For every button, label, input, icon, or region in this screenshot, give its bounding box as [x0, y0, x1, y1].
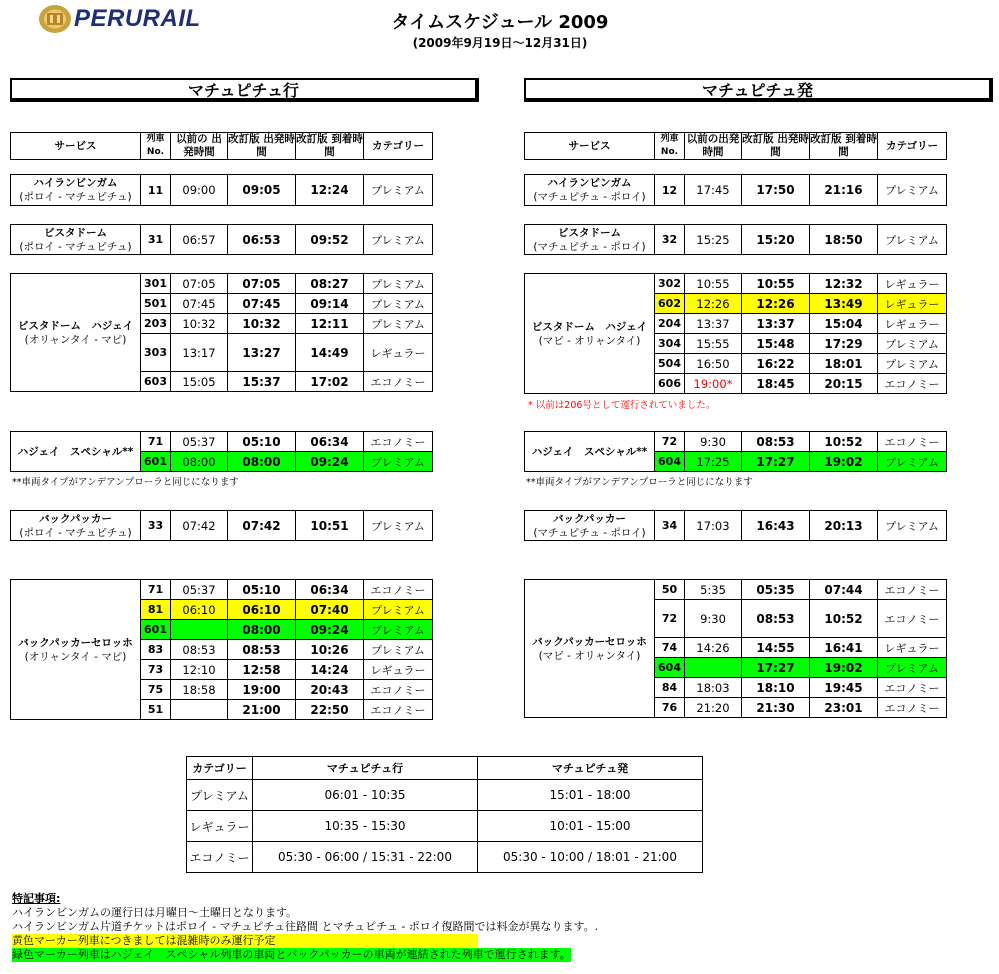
train-number: 303: [141, 334, 171, 372]
special-notes: [12, 892, 598, 962]
service-route: (ポロイ - マチュピチュ): [19, 526, 132, 539]
revised-arrival: 08:27: [296, 274, 364, 294]
revised-departure: 17:50: [742, 175, 810, 206]
category-cell: 15:01 - 18:00: [478, 780, 703, 811]
revised-arrival: 21:16: [810, 175, 878, 206]
category-header: カテゴリー: [187, 757, 253, 780]
service-name: ハイランビンガム: [33, 177, 118, 189]
schedule-row: [11, 580, 433, 600]
revised-arrival: 10:51: [296, 511, 364, 541]
category: プレミアム: [364, 640, 433, 660]
service-route: (ポロイ - マチュピチュ): [19, 240, 132, 253]
revised-arrival: 19:02: [810, 452, 878, 472]
category: レギュラー: [878, 294, 947, 314]
previous-time: 5:35: [685, 580, 742, 600]
schedule-row: [525, 274, 947, 294]
category: レギュラー: [878, 638, 947, 658]
service-name: ビスタドーム: [558, 226, 621, 239]
revised-arrival: 22:50: [296, 700, 364, 720]
revised-departure: 18:10: [742, 678, 810, 698]
category: エコノミー: [364, 680, 433, 700]
column-header-train: 列車No.: [655, 133, 685, 160]
service-route: (オリャンタイ - マピ): [24, 650, 127, 663]
revised-arrival: 06:34: [296, 432, 364, 452]
page-subtitle: (2009年9月19日～12月31日): [412, 36, 588, 50]
category: エコノミー: [878, 678, 947, 698]
train-number: 73: [141, 660, 171, 680]
note-line-green: 緑色マーカー列車はハジェイ スペシャル列車の車両とバックパッカーの車両が連結された列車で運行されます。: [12, 948, 571, 961]
category: エコノミー: [878, 374, 947, 394]
previous-time: 12:26: [685, 294, 742, 314]
column-header-arr: 改訂版 到着時間: [810, 133, 877, 158]
schedule-row: [11, 175, 433, 206]
category: プレミアム: [364, 225, 433, 255]
category-row: [187, 780, 703, 811]
service-name: バックパッカーセロッホ: [532, 635, 647, 648]
column-header-dep: 改訂版 出発時間: [742, 133, 809, 158]
service-name: ビスタドーム ハジェイ: [17, 319, 134, 332]
service-route: (オリャンタイ - マピ): [24, 333, 127, 346]
left-special-note: **車両タイプがアンデアンプローラと同じになります: [12, 477, 239, 488]
train-number: 34: [655, 511, 685, 541]
train-number: 601: [141, 452, 171, 472]
revised-arrival: 09:14: [296, 294, 364, 314]
train-number: 83: [141, 640, 171, 660]
service-name-cell: [11, 432, 141, 472]
left-headers-table: [10, 132, 433, 160]
revised-arrival: 06:34: [296, 580, 364, 600]
column-header-cat: カテゴリー: [364, 133, 433, 160]
service-name-cell: [525, 432, 655, 472]
category: プレミアム: [878, 225, 947, 255]
revised-departure: 13:37: [742, 314, 810, 334]
column-header-cat: カテゴリー: [878, 133, 947, 160]
note-line-yellow: 黄色マーカー列車につきましては混雑時のみ運行予定: [12, 934, 478, 948]
revised-arrival: 15:04: [810, 314, 878, 334]
revised-arrival: 17:02: [296, 372, 364, 392]
category: プレミアム: [364, 175, 433, 206]
right-vd-hidden-table: [524, 273, 947, 394]
revised-departure: 13:27: [228, 334, 296, 372]
train-number: 604: [655, 658, 685, 678]
category-cell: 05:30 - 06:00 / 15:31 - 22:00: [253, 842, 478, 873]
right-section-heading: マチュピチュ発: [524, 78, 993, 102]
train-number: 12: [655, 175, 685, 206]
train-number: 71: [141, 432, 171, 452]
left-vistadome-table: [10, 224, 433, 255]
category-cell: 05:30 - 10:00 / 18:01 - 21:00: [478, 842, 703, 873]
category: プレミアム: [364, 511, 433, 541]
previous-time: 07:05: [171, 274, 228, 294]
service-route: (マピ - オリャンタイ): [538, 649, 641, 662]
category-header: マチュピチュ行: [253, 757, 478, 780]
previous-time: 18:03: [685, 678, 742, 698]
revised-arrival: 07:40: [296, 600, 364, 620]
previous-time: 12:10: [171, 660, 228, 680]
train-number: 72: [655, 600, 685, 638]
previous-time: 08:53: [171, 640, 228, 660]
previous-time: 17:03: [685, 511, 742, 541]
train-number: 84: [655, 678, 685, 698]
revised-arrival: 10:52: [810, 600, 878, 638]
previous-time: 9:30: [685, 600, 742, 638]
category: エコノミー: [878, 580, 947, 600]
column-header-service: サービス: [11, 133, 141, 160]
revised-departure: 12:58: [228, 660, 296, 680]
column-header-arr: 改訂版 到着時間: [296, 133, 363, 158]
revised-departure: 21:00: [228, 700, 296, 720]
revised-arrival: 09:24: [296, 620, 364, 640]
revised-arrival: 10:52: [810, 432, 878, 452]
category-row: [187, 811, 703, 842]
brand-name: PERURAIL: [74, 5, 201, 32]
revised-arrival: 20:13: [810, 511, 878, 541]
left-hiram-table: [10, 174, 433, 206]
service-name: ハジェイ スペシャル**: [17, 445, 134, 458]
previous-time: 21:20: [685, 698, 742, 718]
service-name: ハイランビンガム: [547, 177, 632, 189]
right-hiram-table: [524, 174, 947, 206]
schedule-row: [525, 225, 947, 255]
previous-time: 17:45: [685, 175, 742, 206]
revised-arrival: 14:49: [296, 334, 364, 372]
revised-departure: 09:05: [228, 175, 296, 206]
revised-departure: 05:10: [228, 432, 296, 452]
category: エコノミー: [364, 372, 433, 392]
right-backpacker-table: [524, 510, 947, 541]
service-route: (ポロイ - マチュピチュ): [19, 191, 132, 203]
category: プレミアム: [364, 294, 433, 314]
column-header-dep: 改訂版 出発時間: [228, 133, 295, 158]
train-number: 603: [141, 372, 171, 392]
train-number: 11: [141, 175, 171, 206]
schedule-row: [11, 274, 433, 294]
revised-departure: 21:30: [742, 698, 810, 718]
service-name-cell: [525, 175, 655, 206]
revised-departure: 08:53: [742, 432, 810, 452]
category: エコノミー: [364, 432, 433, 452]
category: エコノミー: [364, 580, 433, 600]
revised-departure: 18:45: [742, 374, 810, 394]
service-name: バックパッカー: [553, 512, 626, 525]
revised-departure: 08:53: [228, 640, 296, 660]
previous-time: 16:50: [685, 354, 742, 374]
revised-departure: 05:35: [742, 580, 810, 600]
train-number: 602: [655, 294, 685, 314]
schedule-row: [525, 580, 947, 600]
revised-departure: 17:27: [742, 452, 810, 472]
service-name-cell: [525, 274, 655, 394]
revised-departure: 10:55: [742, 274, 810, 294]
revised-departure: 07:05: [228, 274, 296, 294]
service-name: ビスタドーム ハジェイ: [531, 320, 648, 333]
left-bp-cellosho-table: [10, 579, 433, 720]
train-number: 81: [141, 600, 171, 620]
previous-time: 09:00: [171, 175, 228, 206]
category: プレミアム: [364, 314, 433, 334]
train-number: 74: [655, 638, 685, 658]
category-cell: レギュラー: [187, 811, 253, 842]
category: エコノミー: [878, 698, 947, 718]
category: エコノミー: [878, 432, 947, 452]
service-name: バックパッカー: [39, 512, 112, 525]
category: プレミアム: [364, 600, 433, 620]
service-name-cell: [525, 580, 655, 718]
category: プレミアム: [878, 334, 947, 354]
revised-arrival: 09:52: [296, 225, 364, 255]
revised-arrival: 17:29: [810, 334, 878, 354]
schedule-row: [11, 225, 433, 255]
previous-time: 13:37: [685, 314, 742, 334]
category: プレミアム: [878, 175, 947, 206]
schedule-row: [525, 511, 947, 541]
schedule-row: [525, 175, 947, 206]
previous-time: 07:45: [171, 294, 228, 314]
train-number: 304: [655, 334, 685, 354]
category-cell: 10:01 - 15:00: [478, 811, 703, 842]
service-name: バックパッカーセロッホ: [18, 636, 133, 649]
previous-time: 9:30: [685, 432, 742, 452]
revised-arrival: 18:50: [810, 225, 878, 255]
revised-arrival: 23:01: [810, 698, 878, 718]
schedule-row: [11, 511, 433, 541]
train-number: 204: [655, 314, 685, 334]
perurail-logo: [38, 4, 238, 34]
category: プレミアム: [364, 452, 433, 472]
left-special-table: [10, 431, 433, 472]
note-line: ハイランビンガム片道チケットはポロイ - マチュピチュ往路間 とマチュピチュ - ポロイ復路間では料金が異なります。.: [12, 920, 599, 933]
revised-departure: 12:26: [742, 294, 810, 314]
revised-departure: 05:10: [228, 580, 296, 600]
previous-time: 14:26: [685, 638, 742, 658]
revised-arrival: 18:01: [810, 354, 878, 374]
service-name-cell: [525, 511, 655, 541]
category: プレミアム: [878, 452, 947, 472]
previous-time: 15:25: [685, 225, 742, 255]
service-route: (マチュピチュ - ポロイ): [533, 240, 646, 253]
category-cell: エコノミー: [187, 842, 253, 873]
previous-time: 05:37: [171, 432, 228, 452]
previous-time: 18:58: [171, 680, 228, 700]
previous-time: 19:00*: [685, 374, 742, 394]
category: プレミアム: [364, 274, 433, 294]
previous-time: [171, 620, 228, 640]
revised-departure: 06:53: [228, 225, 296, 255]
category-table: [186, 756, 703, 873]
revised-arrival: 09:24: [296, 452, 364, 472]
train-number: 76: [655, 698, 685, 718]
previous-time: 06:10: [171, 600, 228, 620]
service-name-cell: [11, 175, 141, 206]
service-route: (マチュピチュ - ポロイ): [533, 191, 646, 203]
revised-arrival: 16:41: [810, 638, 878, 658]
category: レギュラー: [878, 274, 947, 294]
previous-time: 17:25: [685, 452, 742, 472]
category-row: [187, 842, 703, 873]
column-header-train: 列車No.: [141, 133, 171, 160]
column-header-prev: 以前の出発 時間: [685, 133, 742, 160]
right-headers-table: [524, 132, 947, 160]
train-number: 71: [141, 580, 171, 600]
previous-time: [171, 700, 228, 720]
previous-time: 06:57: [171, 225, 228, 255]
service-name-cell: [11, 274, 141, 392]
column-header-prev: 以前の 出発時間: [171, 133, 228, 160]
left-vd-hidden-table: [10, 273, 433, 392]
previous-time: 13:17: [171, 334, 228, 372]
train-number: 302: [655, 274, 685, 294]
revised-departure: 15:37: [228, 372, 296, 392]
service-name-cell: [525, 225, 655, 255]
previous-time: 15:55: [685, 334, 742, 354]
revised-arrival: 14:24: [296, 660, 364, 680]
revised-arrival: 19:45: [810, 678, 878, 698]
previous-time: 07:42: [171, 511, 228, 541]
category-header-row: [187, 757, 703, 780]
revised-departure: 14:55: [742, 638, 810, 658]
revised-departure: 08:53: [742, 600, 810, 638]
revised-arrival: 07:44: [810, 580, 878, 600]
revised-arrival: 12:24: [296, 175, 364, 206]
revised-arrival: 10:26: [296, 640, 364, 660]
category: プレミアム: [364, 620, 433, 640]
category-header: マチュピチュ発: [478, 757, 703, 780]
previous-time: 15:05: [171, 372, 228, 392]
category: プレミアム: [878, 354, 947, 374]
category: レギュラー: [364, 660, 433, 680]
category-cell: 10:35 - 15:30: [253, 811, 478, 842]
category: レギュラー: [364, 334, 433, 372]
revised-departure: 16:22: [742, 354, 810, 374]
revised-departure: 07:42: [228, 511, 296, 541]
previous-time: [685, 658, 742, 678]
revised-departure: 16:43: [742, 511, 810, 541]
train-number: 504: [655, 354, 685, 374]
revised-arrival: 20:43: [296, 680, 364, 700]
service-name: ビスタドーム: [44, 226, 107, 239]
revised-departure: 07:45: [228, 294, 296, 314]
right-special-table: [524, 431, 947, 472]
train-number: 31: [141, 225, 171, 255]
right-special-note: **車両タイプがアンデアンプローラと同じになります: [526, 477, 753, 488]
train-number: 72: [655, 432, 685, 452]
revised-arrival: 13:49: [810, 294, 878, 314]
service-route: (マピ - オリャンタイ): [538, 334, 641, 347]
train-number: 33: [141, 511, 171, 541]
category-cell: プレミアム: [187, 780, 253, 811]
revised-departure: 15:48: [742, 334, 810, 354]
left-section-heading: マチュピチュ行: [10, 78, 479, 102]
left-backpacker-table: [10, 510, 433, 541]
service-name: ハジェイ スペシャル**: [531, 445, 648, 458]
category: プレミアム: [878, 658, 947, 678]
service-name-cell: [11, 580, 141, 720]
previous-time: 05:37: [171, 580, 228, 600]
vd-note: * 以前は206号として運行されていました。: [528, 400, 716, 411]
note-line: ハイランビンガムの運行日は月曜日～土曜日となります。: [12, 906, 298, 919]
revised-departure: 15:20: [742, 225, 810, 255]
category: エコノミー: [364, 700, 433, 720]
train-number: 50: [655, 580, 685, 600]
train-number: 203: [141, 314, 171, 334]
revised-arrival: 12:11: [296, 314, 364, 334]
train-number: 51: [141, 700, 171, 720]
revised-departure: 08:00: [228, 452, 296, 472]
revised-arrival: 19:02: [810, 658, 878, 678]
revised-arrival: 20:15: [810, 374, 878, 394]
category: レギュラー: [878, 314, 947, 334]
schedule-row: [525, 432, 947, 452]
train-number: 606: [655, 374, 685, 394]
train-number: 75: [141, 680, 171, 700]
revised-departure: 06:10: [228, 600, 296, 620]
revised-departure: 08:00: [228, 620, 296, 640]
column-header-service: サービス: [525, 133, 655, 160]
notes-heading: 特記事項:: [12, 892, 61, 905]
train-number: 32: [655, 225, 685, 255]
service-name-cell: [11, 511, 141, 541]
revised-departure: 17:27: [742, 658, 810, 678]
train-number: 601: [141, 620, 171, 640]
train-number: 604: [655, 452, 685, 472]
train-number: 501: [141, 294, 171, 314]
category: エコノミー: [878, 600, 947, 638]
revised-departure: 10:32: [228, 314, 296, 334]
previous-time: 08:00: [171, 452, 228, 472]
sun-emblem-icon: [38, 4, 72, 34]
service-route: (マチュピチュ - ポロイ): [533, 526, 646, 539]
category: プレミアム: [878, 511, 947, 541]
category-cell: 06:01 - 10:35: [253, 780, 478, 811]
previous-time: 10:32: [171, 314, 228, 334]
revised-departure: 19:00: [228, 680, 296, 700]
right-bp-cellosho-table: [524, 579, 947, 718]
train-number: 301: [141, 274, 171, 294]
service-name-cell: [11, 225, 141, 255]
previous-time: 10:55: [685, 274, 742, 294]
page-title: タイムスケジュール 2009: [391, 12, 609, 33]
right-vistadome-table: [524, 224, 947, 255]
schedule-row: [11, 432, 433, 452]
revised-arrival: 12:32: [810, 274, 878, 294]
